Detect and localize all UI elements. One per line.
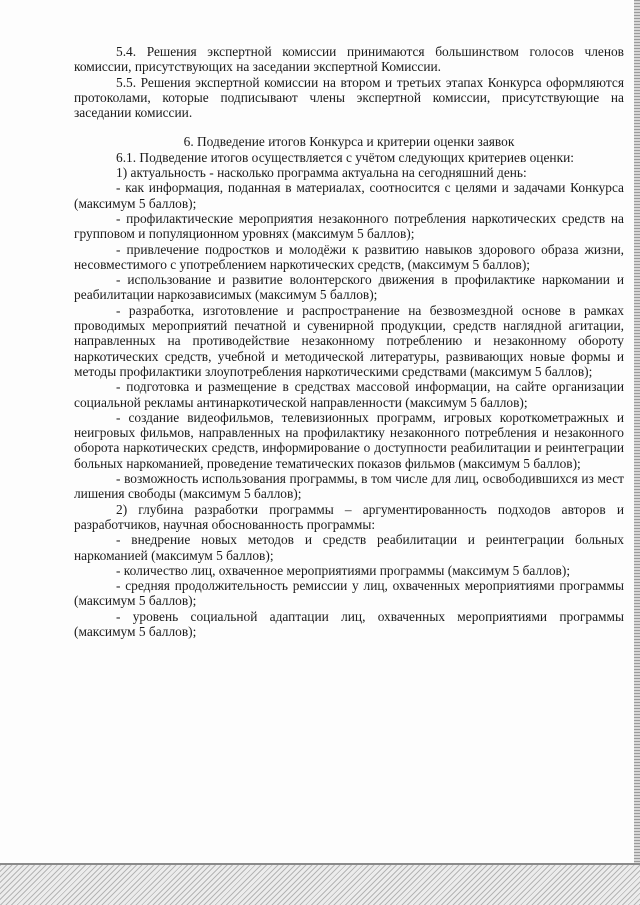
criterion-1-item: - разработка, изготовление и распространение на безвозмездной основе в рамках проводимых мероприятий печатной и сувенирной продукции, средств наглядной агитации, направленных на противодействие незаконному потреблению и незаконному обороту наркотических средств, учебной и методической литературы, развивающих новые формы и методы профилактики злоупотребления наркотическими средствами (максимум 5 баллов); <box>74 302 624 379</box>
criterion-1-item: - подготовка и размещение в средствах массовой информации, на сайте организации социальной рекламы антинаркотической направленности (максимум 5 баллов); <box>74 379 624 410</box>
criterion-1-item: - профилактические мероприятия незаконного потребления наркотических средств на групповом и популяционном уровнях (максимум 5 баллов); <box>74 210 624 242</box>
criterion-2-item: - уровень социальной адаптации лиц, охваченных мероприятиями программы (максимум 5 баллов); <box>74 608 624 639</box>
criterion-1-item: - возможность использования программы, в том числе для лиц, освободившихся из мест лишения свободы (максимум 5 баллов); <box>74 471 624 502</box>
criteria-intro: 6.1. Подведение итогов осуществляется с учётом следующих критериев оценки: <box>116 149 574 165</box>
criterion-1-item: - создание видеофильмов, телевизионных программ, игровых короткометражных и неигровых фильмов, направленных на профилактику незаконного потребления и незаконного оборота наркотических средств, информирование о доступности реабилитации и реинтеграции больных наркоманией, проведение тематических показов фильмов (максимум 5 баллов); <box>74 409 624 471</box>
criterion-1-item: - привлечение подростков и молодёжи к развитию навыков здорового образа жизни, несовместимого с употреблением наркотических средств, (максимум 5 баллов); <box>74 241 624 272</box>
section-heading: 6. Подведение итогов Конкурса и критерии оценки заявок <box>183 134 515 150</box>
criterion-2-title: 2) глубина разработки программы – аргументированность подходов авторов и разработчиков, научная обоснованность программы: <box>74 501 624 532</box>
scan-edge-right <box>634 0 640 905</box>
paragraph-5-5: 5.5. Решения экспертной комиссии на втором и третьих этапах Конкурса оформляются протоколами, которые подписывают члены экспертной комиссии, присутствующие на заседании комиссии. <box>74 74 624 121</box>
criterion-2-item: - внедрение новых методов и средств реабилитации и реинтеграции больных наркоманией (максимум 5 баллов); <box>74 532 624 563</box>
criterion-1-item: - использование и развитие волонтерского движения в профилактике наркомании и реабилитации наркозависимых (максимум 5 баллов); <box>74 272 624 303</box>
criterion-1-title: 1) актуальность - насколько программа актуальна на сегодняшний день: <box>116 165 527 181</box>
paragraph-5-4: 5.4. Решения экспертной комиссии принимаются большинством голосов членов комиссии, присутствующих на заседании экспертной Комиссии. <box>74 44 624 75</box>
document-body <box>74 44 624 639</box>
criterion-2-item: - средняя продолжительность ремиссии у лиц, охваченных мероприятиями программы (максимум 5 баллов); <box>74 578 624 609</box>
criterion-2-item: - количество лиц, охваченное мероприятиями программы (максимум 5 баллов); <box>116 562 571 578</box>
criterion-1-item: - как информация, поданная в материалах, соотносится с целями и задачами Конкурса (максимум 5 баллов); <box>74 180 624 211</box>
scan-edge-bottom <box>0 865 640 905</box>
